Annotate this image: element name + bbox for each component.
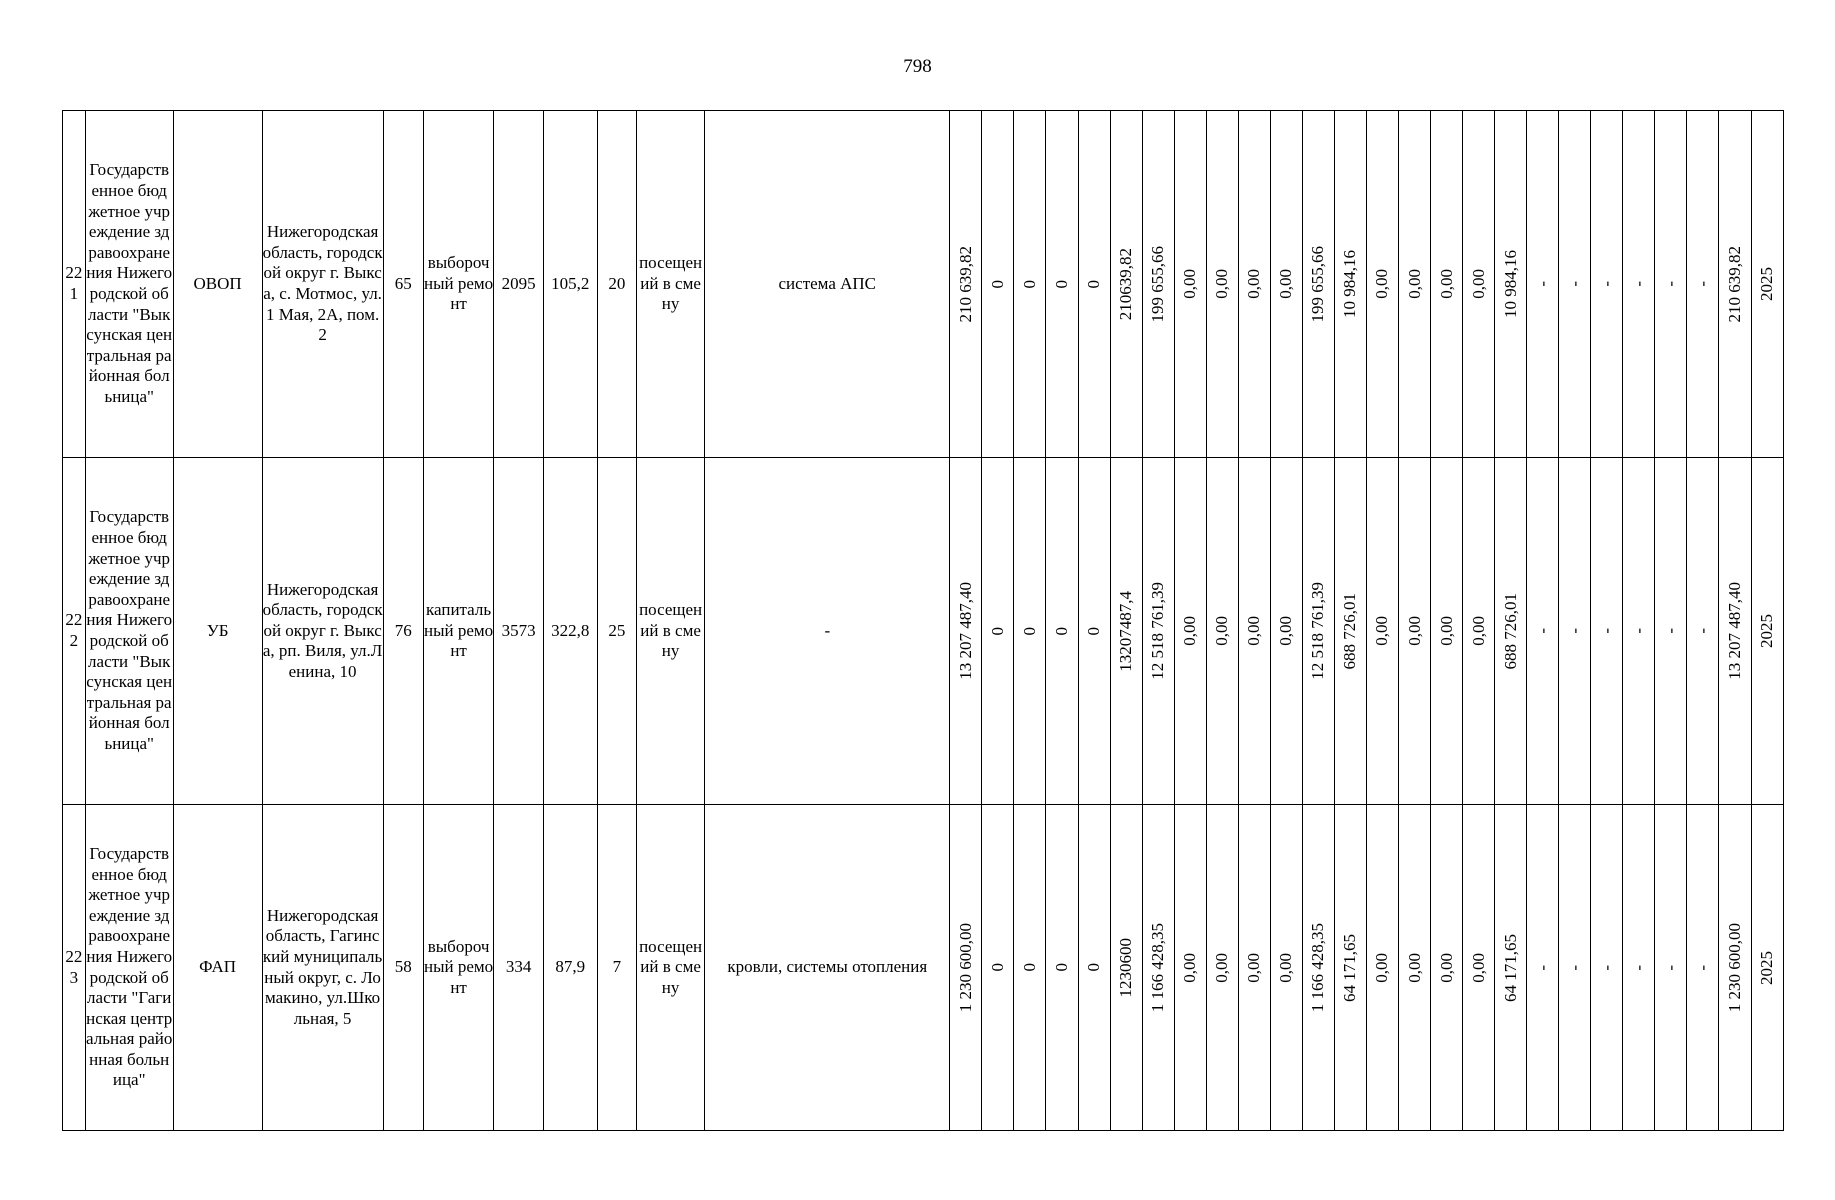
amount-cell [1655,111,1687,458]
amount-cell [1238,805,1270,1131]
column-6-value: 2095 [494,111,544,458]
work-type: выборочный ремонт [423,111,493,458]
facility-address: Нижегородская область, Гагинский муниципальный округ, с. Ломакино, ул.Школьная, 5 [262,805,383,1131]
facility-type: УБ [173,458,262,805]
amount-value: 2025 [1757,267,1777,301]
amount-value: 199 655,66 [1308,245,1328,323]
amount-cell [1046,111,1078,458]
amount-cell [1559,458,1591,805]
amount-cell [1142,805,1174,1131]
amount-cell [1174,111,1206,458]
amount-value: 0,00 [1244,952,1264,983]
amount-cell [1270,458,1302,805]
amount-value: 2025 [1757,614,1777,648]
work-scope: система АПС [705,111,950,458]
amount-value: 210 639,82 [955,245,975,323]
amount-value: 0,00 [1468,616,1488,646]
amount-cell [982,805,1014,1131]
amount-value: - [1692,964,1712,971]
area-value: 87,9 [543,805,597,1131]
amount-value: 0,00 [1372,952,1392,983]
row-number: 221 [63,111,86,458]
amount-value: 10 984,16 [1500,250,1520,318]
work-type: капитальный ремонт [423,458,493,805]
amount-value: 1 166 428,35 [1148,922,1168,1013]
amount-value: 1 230 600,00 [1724,922,1744,1013]
amount-cell [1687,805,1719,1131]
amount-cell [1687,458,1719,805]
amount-value: 0 [1051,963,1071,972]
amount-value: 0,00 [1276,269,1296,299]
amount-cell [1238,458,1270,805]
amount-value: - [1532,281,1552,287]
amount-value: 688 726,01 [1500,592,1520,670]
registry-table [62,110,1784,1131]
amount-value: - [1660,964,1680,971]
amount-value: - [1692,628,1712,634]
amount-cell [1206,458,1238,805]
amount-cell [1527,111,1559,458]
amount-cell [1078,805,1110,1131]
amount-value: 0,00 [1468,952,1488,983]
amount-value: 13207487,4 [1116,590,1136,672]
amount-value: 0,00 [1276,616,1296,646]
amount-cell [1398,805,1430,1131]
amount-value: 210 639,82 [1724,245,1744,323]
amount-cell [1463,111,1495,458]
work-scope: кровли, системы отопления [705,805,950,1131]
amount-cell [1751,805,1784,1131]
amount-value: 13 207 487,40 [1724,582,1744,680]
amount-value: 0,00 [1212,269,1232,299]
amount-cell [1174,805,1206,1131]
amount-value: - [1596,964,1616,971]
facility-address: Нижегородская область, городской округ г. Выкса, рп. Виля, ул.Ленина, 10 [262,458,383,805]
amount-cell [1527,805,1559,1131]
page-number: 798 [903,56,932,77]
amount-cell [1463,458,1495,805]
amount-cell [1559,111,1591,458]
amount-value: 0 [987,626,1007,636]
facility-type: ФАП [173,805,262,1131]
amount-value: - [1596,628,1616,634]
amount-cell [1719,111,1751,458]
amount-value: 13 207 487,40 [955,582,975,680]
column-6-value: 334 [494,805,544,1131]
amount-cell [1719,805,1751,1131]
column-6-value: 3573 [494,458,544,805]
table-row [63,111,1784,458]
work-scope: - [705,458,950,805]
organization-name: Государственное бюджетное учреждение здравоохранения Нижегородской области "Гагинская центральная районная больница" [85,805,173,1131]
facility-type: ОВОП [173,111,262,458]
amount-value: 0 [1019,626,1039,636]
amount-cell [1142,458,1174,805]
amount-cell [1334,111,1366,458]
organization-name: Государственное бюджетное учреждение здравоохранения Нижегородской области "Выксунская центральная районная больница" [85,458,173,805]
amount-value: 1230600 [1116,937,1136,998]
amount-value: 0,00 [1436,269,1456,299]
column-4-value: 76 [383,458,423,805]
facility-address: Нижегородская область, городской округ г. Выкса, с. Мотмос, ул.1 Мая, 2А, пом.2 [262,111,383,458]
amount-value: - [1532,964,1552,971]
amount-cell [950,458,982,805]
amount-value: - [1660,281,1680,287]
amount-value: 64 171,65 [1500,933,1520,1002]
amount-cell [1463,805,1495,1131]
amount-value: 0,00 [1180,269,1200,299]
amount-cell [950,111,982,458]
amount-value: 199 655,66 [1148,245,1168,323]
amount-cell [982,111,1014,458]
amount-value: 0,00 [1180,952,1200,983]
amount-value: 2025 [1757,950,1777,985]
amount-value: 0,00 [1404,616,1424,646]
amount-value: 1 230 600,00 [955,922,975,1013]
column-4-value: 58 [383,805,423,1131]
amount-value: 0 [1084,963,1104,972]
amount-cell [1046,805,1078,1131]
amount-cell [1238,111,1270,458]
amount-value: 0 [1051,626,1071,636]
amount-value: 0 [987,963,1007,972]
amount-value: 0,00 [1276,952,1296,983]
amount-cell [1398,458,1430,805]
amount-cell [1334,805,1366,1131]
amount-cell [1591,111,1623,458]
amount-value: 210639,82 [1116,247,1136,321]
amount-cell [1687,111,1719,458]
amount-cell [1270,805,1302,1131]
amount-cell [1751,458,1784,805]
column-4-value: 65 [383,111,423,458]
amount-cell [1623,111,1655,458]
amount-value: 0,00 [1212,952,1232,983]
amount-value: 0,00 [1372,616,1392,646]
amount-cell [1078,458,1110,805]
amount-cell [1110,458,1142,805]
amount-cell [1014,111,1046,458]
amount-cell [1302,805,1334,1131]
amount-value: 0,00 [1212,616,1232,646]
table-row [63,458,1784,805]
amount-cell [1527,458,1559,805]
amount-value: 0 [1084,626,1104,636]
amount-cell [1302,458,1334,805]
amount-value: - [1628,628,1648,634]
amount-value: 0 [1051,279,1071,289]
amount-cell [1366,111,1398,458]
amount-cell [1591,805,1623,1131]
amount-value: 0,00 [1404,952,1424,983]
amount-cell [1014,458,1046,805]
amount-value: - [1532,628,1552,634]
amount-value: - [1564,964,1584,971]
amount-cell [1655,458,1687,805]
amount-cell [1110,805,1142,1131]
amount-cell [1623,458,1655,805]
table-row [63,805,1784,1131]
amount-cell [1655,805,1687,1131]
amount-value: - [1564,628,1584,634]
amount-value: 688 726,01 [1340,592,1360,670]
amount-value: - [1564,281,1584,287]
row-number: 223 [63,805,86,1131]
amount-value: - [1660,628,1680,634]
amount-value: - [1692,281,1712,287]
amount-value: 0,00 [1468,269,1488,299]
amount-value: 0 [1019,279,1039,289]
organization-name: Государственное бюджетное учреждение здравоохранения Нижегородской области "Выксунская центральная районная больница" [85,111,173,458]
amount-cell [950,805,982,1131]
amount-value: - [1628,964,1648,971]
amount-value: 12 518 761,39 [1148,582,1168,680]
amount-cell [1302,111,1334,458]
amount-value: 64 171,65 [1340,933,1360,1002]
capacity-unit: посещений в смену [636,805,704,1131]
row-number: 222 [63,458,86,805]
amount-cell [1110,111,1142,458]
amount-cell [1078,111,1110,458]
amount-cell [1046,458,1078,805]
amount-cell [1142,111,1174,458]
amount-cell [1719,458,1751,805]
amount-value: 0,00 [1372,269,1392,299]
area-value: 105,2 [543,111,597,458]
amount-value: 0 [1084,279,1104,289]
amount-cell [1398,111,1430,458]
amount-value: 0,00 [1244,269,1264,299]
amount-cell [1623,805,1655,1131]
amount-cell [1495,111,1527,458]
amount-cell [1591,458,1623,805]
work-type: выборочный ремонт [423,805,493,1131]
amount-cell [1366,458,1398,805]
capacity-unit: посещений в смену [636,458,704,805]
column-8-value: 25 [597,458,636,805]
amount-cell [1495,805,1527,1131]
amount-value: 1 166 428,35 [1308,922,1328,1013]
amount-value: 0,00 [1244,616,1264,646]
amount-cell [1431,111,1463,458]
amount-cell [1559,805,1591,1131]
amount-value: - [1596,281,1616,287]
amount-value: 0,00 [1404,269,1424,299]
amount-cell [1014,805,1046,1131]
amount-cell [1751,111,1784,458]
amount-cell [1431,805,1463,1131]
amount-cell [982,458,1014,805]
amount-cell [1495,458,1527,805]
amount-value: - [1628,281,1648,287]
amount-value: 0,00 [1180,616,1200,646]
amount-cell [1174,458,1206,805]
amount-value: 0 [987,279,1007,289]
amount-cell [1206,805,1238,1131]
amount-value: 10 984,16 [1340,250,1360,318]
capacity-unit: посещений в смену [636,111,704,458]
amount-cell [1206,111,1238,458]
area-value: 322,8 [543,458,597,805]
amount-value: 12 518 761,39 [1308,582,1328,680]
amount-cell [1270,111,1302,458]
amount-value: 0 [1019,963,1039,972]
amount-cell [1366,805,1398,1131]
amount-cell [1334,458,1366,805]
column-8-value: 20 [597,111,636,458]
amount-value: 0,00 [1436,616,1456,646]
column-8-value: 7 [597,805,636,1131]
amount-cell [1431,458,1463,805]
amount-value: 0,00 [1436,952,1456,983]
